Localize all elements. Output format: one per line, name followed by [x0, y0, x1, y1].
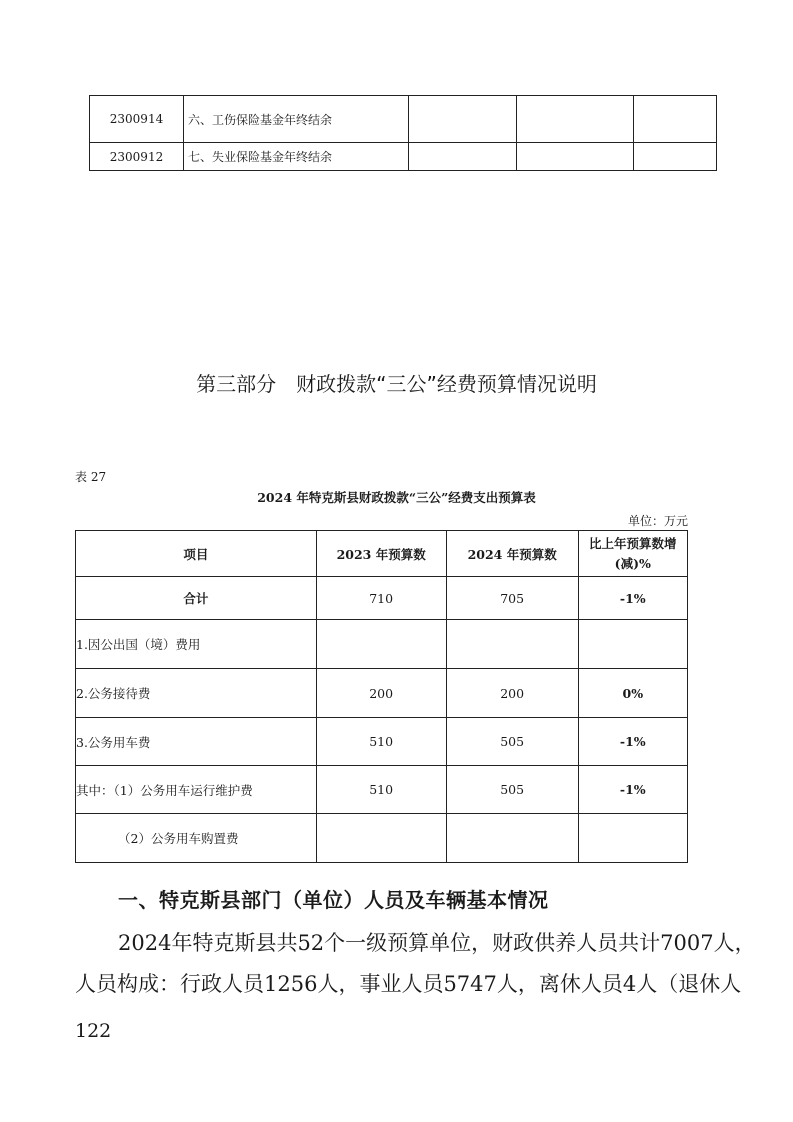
- header-change: [578, 531, 687, 577]
- table-header-row: [76, 531, 688, 577]
- section-title: 第三部分 财政拨款“三公”经费预算情况说明: [196, 372, 597, 396]
- paragraph-line: 人员构成：行政人员1256人，事业人员5747人，离休人员4人（退休人: [75, 972, 742, 996]
- cell-2024: [446, 620, 578, 669]
- empty-cell: [517, 96, 634, 143]
- empty-cell: [634, 96, 717, 143]
- unit-label: 单位：万元: [627, 514, 688, 528]
- empty-cell: [634, 143, 717, 171]
- cell-2024: 705: [446, 577, 578, 620]
- cell-2023: 510: [316, 766, 446, 814]
- row-code: 2300914: [90, 96, 184, 143]
- empty-cell: [409, 96, 517, 143]
- page-number: 122: [75, 1020, 112, 1042]
- cell-item: 3.公务用车费: [76, 718, 317, 766]
- paragraph-line: 2024年特克斯县共52个一级预算单位，财政供养人员共计7007人，: [118, 931, 756, 955]
- cell-item: 2.公务接待费: [76, 669, 317, 718]
- table-row-total: [76, 577, 688, 620]
- cell-2023: 710: [316, 577, 446, 620]
- row-code: 2300912: [90, 143, 184, 171]
- cell-2023: [316, 814, 446, 863]
- table-row: [76, 766, 688, 814]
- header-2023: 2023 年预算数: [316, 531, 446, 577]
- empty-cell: [409, 143, 517, 171]
- table-row: [90, 96, 717, 143]
- header-2024: 2024 年预算数: [446, 531, 578, 577]
- header-change-line2: (减)%: [614, 555, 651, 571]
- three-public-expenses-table: [75, 530, 688, 863]
- table-title: 2024 年特克斯县财政拨款“三公”经费支出预算表: [257, 490, 536, 505]
- table-row: [76, 620, 688, 669]
- row-name: 七、失业保险基金年终结余: [184, 143, 409, 171]
- row-name: 六、工伤保险基金年终结余: [184, 96, 409, 143]
- cell-2024: 200: [446, 669, 578, 718]
- cell-2023: 200: [316, 669, 446, 718]
- header-change-label: [589, 534, 677, 574]
- table-row: [90, 143, 717, 171]
- cell-2024: [446, 814, 578, 863]
- cell-2024: 505: [446, 766, 578, 814]
- cell-change: -1%: [578, 577, 687, 620]
- cell-change: [578, 620, 687, 669]
- table-number: 表 27: [75, 470, 107, 484]
- empty-cell: [517, 143, 634, 171]
- cell-2024: 505: [446, 718, 578, 766]
- cell-change: [578, 814, 687, 863]
- cell-item: （2）公务用车购置费: [76, 814, 317, 863]
- section-heading: 一、特克斯县部门（单位）人员及车辆基本情况: [118, 888, 549, 912]
- cell-item: 合计: [76, 577, 317, 620]
- header-item: 项目: [76, 531, 317, 577]
- cell-2023: [316, 620, 446, 669]
- cell-change: -1%: [578, 766, 687, 814]
- table-row: [76, 669, 688, 718]
- cell-item: 其中：（1）公务用车运行维护费: [76, 766, 317, 814]
- table-row: [76, 814, 688, 863]
- cell-2023: 510: [316, 718, 446, 766]
- header-change-line1: 比上年预算数增: [589, 535, 677, 551]
- cell-change: 0%: [578, 669, 687, 718]
- continued-fund-table: [89, 95, 717, 171]
- cell-change: -1%: [578, 718, 687, 766]
- table-row: [76, 718, 688, 766]
- cell-item: 1.因公出国（境）费用: [76, 620, 317, 669]
